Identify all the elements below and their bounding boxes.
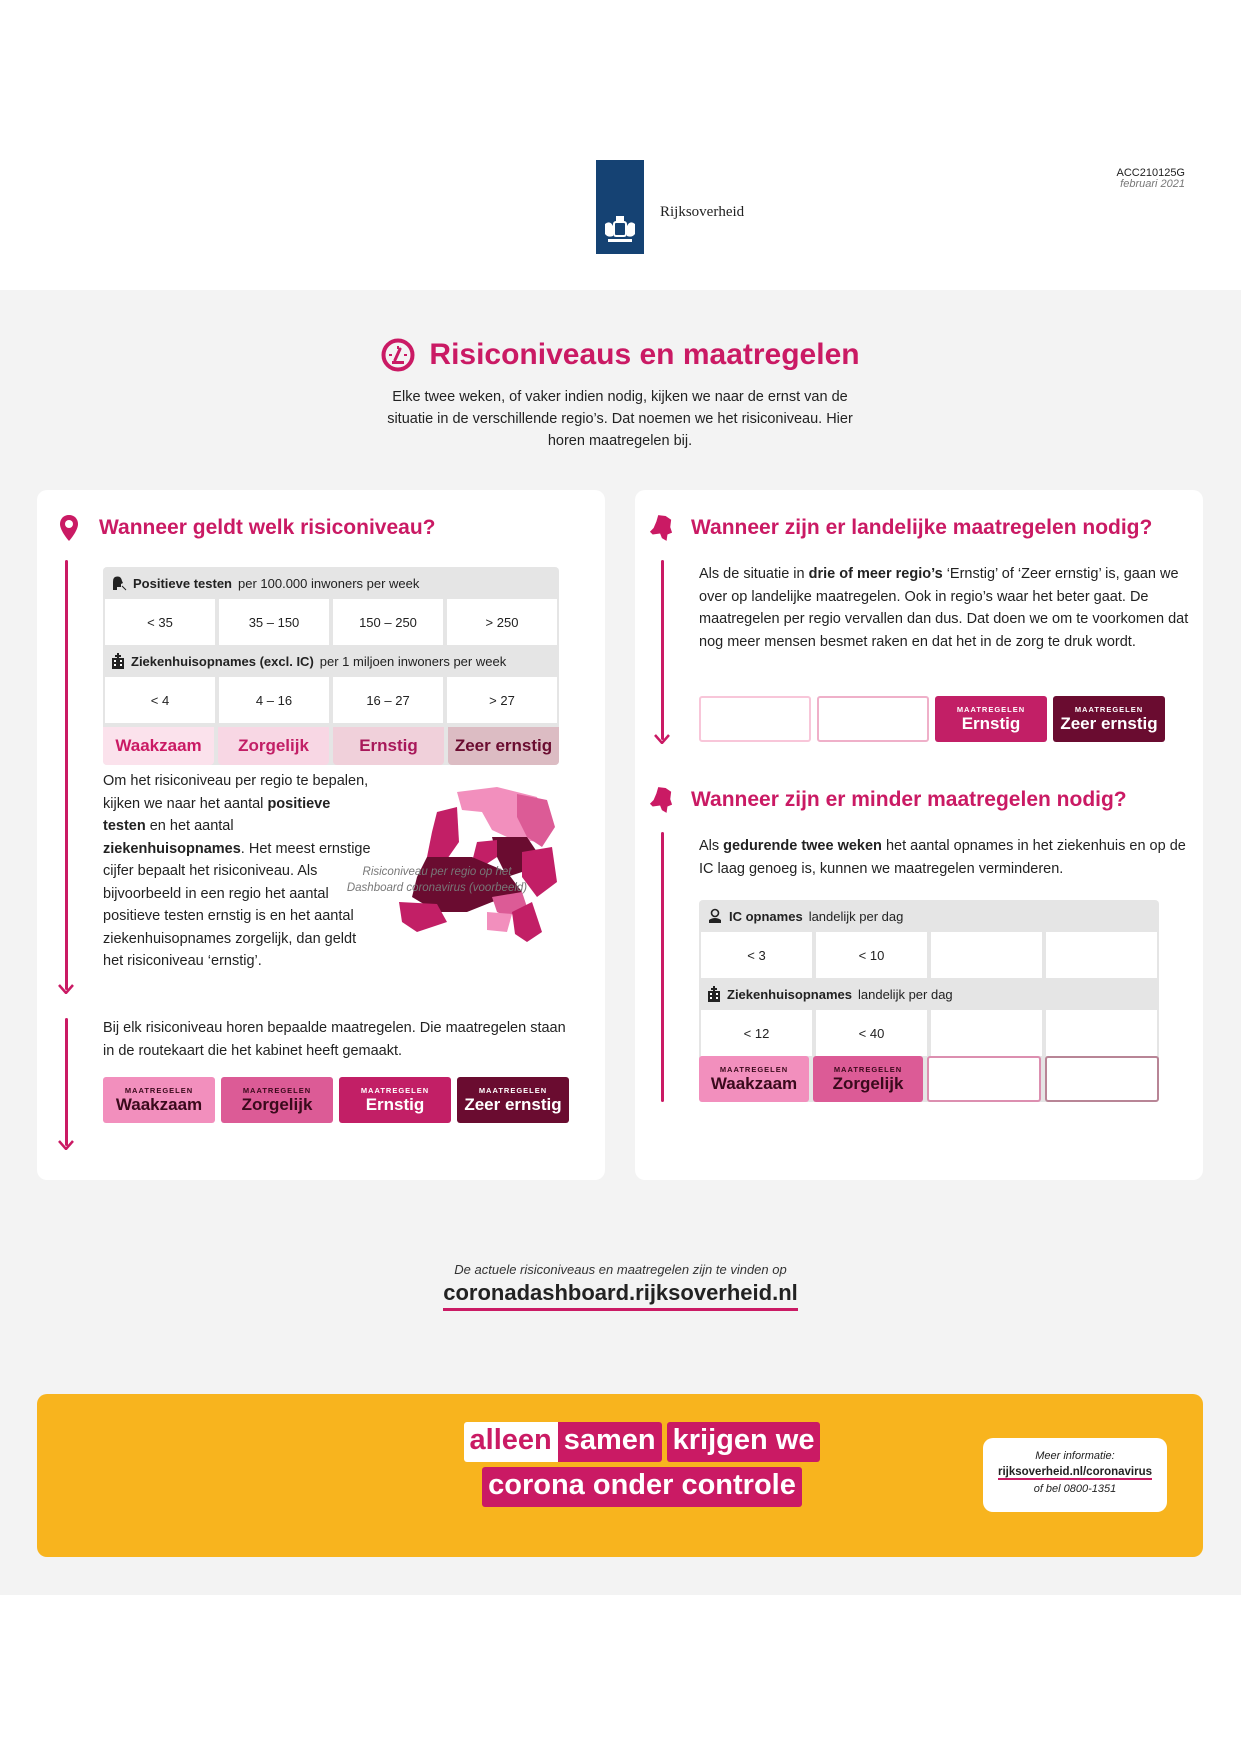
person-test-icon bbox=[111, 575, 127, 591]
ic-admissions-header bbox=[701, 900, 1157, 932]
hospital-admissions-values bbox=[105, 677, 557, 723]
footer-link-wrap bbox=[0, 1280, 1241, 1311]
table-cell: 35 – 150 bbox=[219, 599, 329, 645]
slogan-word: alleen bbox=[464, 1422, 558, 1462]
badge-level: Zorgelijk bbox=[241, 1094, 313, 1114]
arrow-down-icon bbox=[58, 1140, 74, 1150]
table-cell: > 27 bbox=[447, 677, 557, 723]
table-cell: < 40 bbox=[816, 1010, 927, 1056]
arrow-down-icon bbox=[58, 984, 74, 994]
table-cell: 150 – 250 bbox=[333, 599, 443, 645]
badge-empty-waakzaam bbox=[699, 696, 811, 742]
badge-level: Ernstig bbox=[365, 1094, 425, 1114]
page-title-row bbox=[0, 338, 1241, 372]
measures-explanation: Bij elk risiconiveau horen bepaalde maatregelen. Die maatregelen staan in de routekaart die het kabinet heeft gemaakt. bbox=[103, 1020, 566, 1059]
slogan-row bbox=[442, 1422, 842, 1462]
text: het aantal opnames in het ziekenhuis en op de IC laag genoeg is, kunnen we maatregelen verminderen. bbox=[699, 838, 1186, 877]
badge-level: Zeer ernstig bbox=[464, 1094, 562, 1114]
table-cell bbox=[931, 932, 1042, 978]
logo-text: Rijksoverheid bbox=[660, 204, 745, 220]
doc-code-text: ACC210125G bbox=[1116, 167, 1185, 179]
badge-label: MAATREGELEN bbox=[956, 704, 1026, 714]
page-title: Risiconiveaus en maatregelen bbox=[429, 338, 860, 371]
row2-label-rest: landelijk per dag bbox=[857, 986, 953, 1002]
measures-badges bbox=[103, 1077, 569, 1123]
positive-tests-values bbox=[105, 599, 557, 645]
text: Als bbox=[699, 838, 724, 854]
hospital-admissions-header bbox=[105, 645, 557, 677]
fewer-measures-text bbox=[699, 835, 1189, 880]
badge-level: Zorgelijk bbox=[832, 1073, 904, 1093]
badge-level: Ernstig bbox=[961, 713, 1021, 733]
footer-note: De actuele risiconiveaus en maatregelen zijn te vinden op bbox=[454, 1262, 787, 1277]
risk-levels-row bbox=[103, 727, 559, 765]
positive-tests-header bbox=[105, 567, 557, 599]
table-cell: < 3 bbox=[701, 932, 812, 978]
row1-label-bold: IC opnames bbox=[729, 908, 803, 924]
section-title: Wanneer geldt welk risiconiveau? bbox=[99, 516, 436, 539]
badge-zeer-ernstig bbox=[1053, 696, 1165, 742]
slogan-group bbox=[464, 1422, 662, 1462]
slogan bbox=[442, 1422, 842, 1512]
doctor-icon bbox=[707, 908, 723, 924]
timeline-line bbox=[65, 560, 68, 990]
table-cell: > 250 bbox=[447, 599, 557, 645]
table-cell: 4 – 16 bbox=[219, 677, 329, 723]
section-header bbox=[57, 514, 435, 542]
bold-text: drie of meer regio’s bbox=[808, 566, 943, 582]
text: Om het risiconiveau per regio te bepalen, kijken we naar het aantal bbox=[103, 773, 369, 812]
section-title: Wanneer zijn er landelijke maatregelen nodig? bbox=[691, 516, 1153, 539]
document-code bbox=[1117, 168, 1186, 190]
location-pin-icon bbox=[57, 514, 81, 542]
timeline-line bbox=[661, 560, 664, 740]
speedometer-icon bbox=[381, 338, 415, 372]
badge-waakzaam bbox=[103, 1077, 215, 1123]
row1-label-rest: per 100.000 inwoners per week bbox=[238, 575, 420, 591]
badge-ernstig bbox=[339, 1077, 451, 1123]
national-threshold-table bbox=[699, 900, 1159, 1102]
badge-empty-zeer-ernstig bbox=[1045, 1056, 1159, 1102]
table-cell: < 4 bbox=[105, 677, 215, 723]
threshold-table bbox=[103, 567, 559, 765]
coat-of-arms-icon bbox=[602, 214, 638, 246]
badge-label: MAATREGELEN bbox=[360, 1085, 430, 1095]
map-caption: Risiconiveau per regio op het Dashboard coronavirus (voorbeeld) bbox=[346, 866, 528, 894]
badge-label: MAATREGELEN bbox=[719, 1064, 789, 1074]
row2-label-bold: Ziekenhuisopnames bbox=[727, 986, 852, 1002]
level-waakzaam: Waakzaam bbox=[103, 727, 214, 765]
risk-explanation bbox=[103, 770, 373, 973]
bold-text: ziekenhuisopnames bbox=[103, 840, 241, 857]
rijksoverheid-logo bbox=[596, 160, 644, 254]
arrow-down-icon bbox=[654, 734, 670, 744]
slogan-row bbox=[442, 1467, 842, 1507]
national-measures-text bbox=[699, 563, 1189, 653]
badge-waakzaam bbox=[699, 1056, 809, 1102]
slogan-word: krijgen we bbox=[667, 1422, 821, 1462]
bold-text: gedurende twee weken bbox=[723, 838, 882, 854]
badge-level: Waakzaam bbox=[710, 1073, 798, 1093]
badge-label: MAATREGELEN bbox=[833, 1064, 903, 1074]
row1-label-rest: landelijk per dag bbox=[808, 908, 904, 924]
badge-level: Waakzaam bbox=[115, 1094, 203, 1114]
level-zeer-ernstig: Zeer ernstig bbox=[448, 727, 559, 765]
intro-text: Elke twee weken, of vaker indien nodig, kijken we naar de ernst van de situatie in de verschillende regio’s. Dat noemen we het risiconiveau. Hier horen maatregelen bij. bbox=[387, 389, 853, 449]
hospital-admissions-header bbox=[701, 978, 1157, 1010]
table-cell: < 35 bbox=[105, 599, 215, 645]
level-zorgelijk: Zorgelijk bbox=[218, 727, 329, 765]
badge-label: MAATREGELEN bbox=[478, 1085, 548, 1095]
table-cell bbox=[1046, 932, 1157, 978]
badge-label: MAATREGELEN bbox=[242, 1085, 312, 1095]
badge-zorgelijk bbox=[221, 1077, 333, 1123]
slogan-word: corona onder controle bbox=[482, 1467, 802, 1507]
table-cell bbox=[931, 1010, 1042, 1056]
badge-label: MAATREGELEN bbox=[1074, 704, 1144, 714]
text: ‘Ernstig’ of ‘Zeer ernstig’ is, gaan we over op landelijke maatregelen. Ook in regio’s waar het beter gaat. De maatregelen per regio vervallen dan dus. Dat doen we om te voorkomen dat nog meer mensen besmet raken en dat het in de zorg te druk wordt. bbox=[699, 566, 1189, 650]
text: en het aantal bbox=[145, 818, 234, 834]
national-badges-row bbox=[699, 1056, 1159, 1102]
text: . Het meest ernstige cijfer bepaalt het risiconiveau. Als bijvoorbeeld in een regio het aantal positieve testen ernstig is en het aantal ziekenhuisopnames zorgelijk, dan geldt het risiconiveau ‘ernstig’. bbox=[103, 840, 371, 969]
risk-level-card bbox=[37, 490, 605, 1180]
section-header bbox=[649, 514, 1152, 542]
bold-text: positieve testen bbox=[103, 795, 331, 834]
info-phone: of bel 0800-1351 bbox=[1033, 1483, 1117, 1495]
row2-label-bold: Ziekenhuisopnames (excl. IC) bbox=[131, 653, 314, 669]
dashboard-link[interactable]: coronadashboard.rijksoverheid.nl bbox=[443, 1280, 798, 1311]
doc-date: februari 2021 bbox=[1120, 178, 1185, 190]
netherlands-map bbox=[397, 782, 557, 942]
measures-card bbox=[635, 490, 1203, 1180]
table-cell: 16 – 27 bbox=[333, 677, 443, 723]
section-header bbox=[649, 786, 1127, 814]
info-link[interactable]: rijksoverheid.nl/coronavirus bbox=[997, 1466, 1153, 1478]
ic-admissions-values bbox=[701, 932, 1157, 978]
slogan-banner bbox=[37, 1394, 1203, 1557]
table-cell: < 12 bbox=[701, 1010, 812, 1056]
section-title: Wanneer zijn er minder maatregelen nodig? bbox=[691, 788, 1127, 811]
hospital-icon bbox=[111, 653, 125, 669]
national-badges bbox=[699, 696, 1165, 742]
badge-label: MAATREGELEN bbox=[124, 1085, 194, 1095]
level-ernstig: Ernstig bbox=[333, 727, 444, 765]
table-cell bbox=[1046, 1010, 1157, 1056]
timeline-line bbox=[65, 1018, 68, 1146]
badge-ernstig bbox=[935, 696, 1047, 742]
row1-label-bold: Positieve testen bbox=[133, 575, 232, 591]
info-label: Meer informatie: bbox=[1035, 1450, 1115, 1462]
text: Als de situatie in bbox=[699, 566, 809, 582]
hospital-icon bbox=[707, 986, 721, 1002]
badge-empty-ernstig bbox=[927, 1056, 1041, 1102]
table-cell: < 10 bbox=[816, 932, 927, 978]
timeline-line bbox=[661, 832, 664, 1102]
badge-zorgelijk bbox=[813, 1056, 923, 1102]
info-box bbox=[983, 1438, 1167, 1512]
badge-level: Zeer ernstig bbox=[1060, 713, 1158, 733]
netherlands-icon bbox=[649, 514, 673, 542]
row2-label-rest: per 1 miljoen inwoners per week bbox=[319, 653, 507, 669]
badge-zeer-ernstig bbox=[457, 1077, 569, 1123]
badge-empty-zorgelijk bbox=[817, 696, 929, 742]
hospital-admissions-values bbox=[701, 1010, 1157, 1056]
netherlands-icon bbox=[649, 786, 673, 814]
slogan-word: samen bbox=[558, 1422, 662, 1462]
